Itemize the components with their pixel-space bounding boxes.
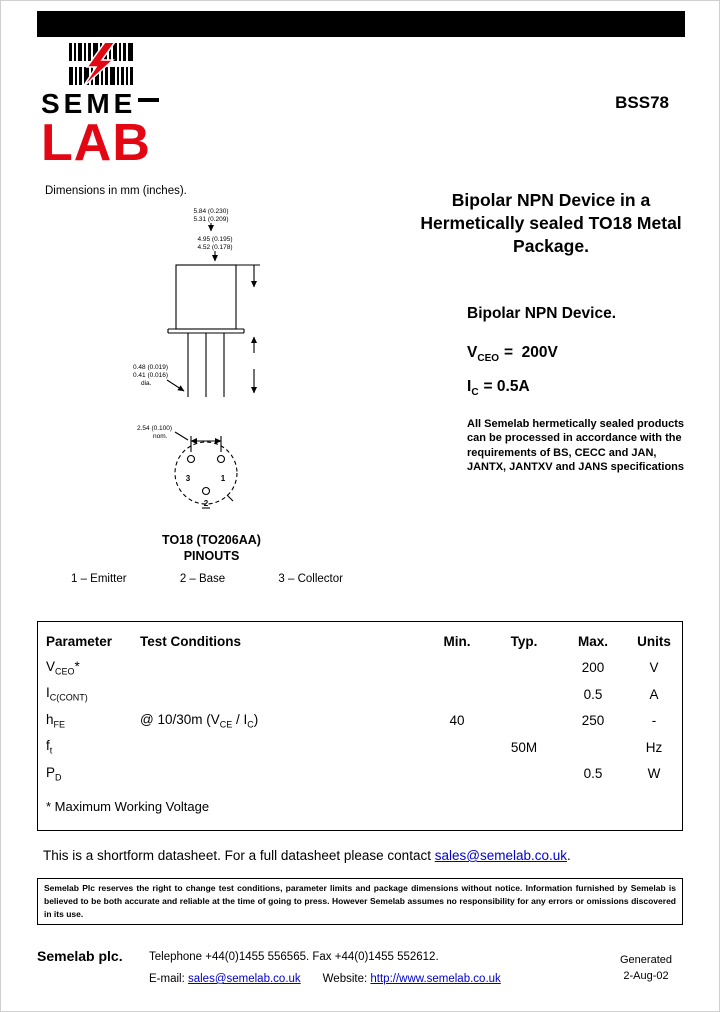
- max-cell: 0.5: [583, 766, 603, 782]
- param-cell: $h_{FE}$: [46, 711, 66, 730]
- package-name: TO18 (TO206AA): [162, 533, 261, 547]
- pin-legend: [71, 573, 343, 585]
- lead-diameter-dimension: [133, 364, 184, 391]
- generated-info: [603, 953, 689, 985]
- param-cell: $V_{CEO}*$: [46, 658, 80, 677]
- units-cell: W: [647, 766, 661, 782]
- email-label: E-mail:: [149, 973, 188, 985]
- pin2-number: 2: [203, 499, 209, 508]
- footer-phone-fax: Telephone +44(0)1455 556565. Fax +44(0)1455 552612.: [149, 951, 439, 963]
- dim-lead-dia-label: dia.: [141, 380, 152, 387]
- dim-body-max-label: 4.95 (0.195): [197, 236, 233, 243]
- device-specs: [467, 305, 695, 474]
- dim-body-min-label: 4.52 (0.178): [197, 244, 233, 251]
- cond-cell: @ 10/30m $(V_{CE} / I_C)$: [140, 711, 259, 730]
- generated-date: 2-Aug-02: [623, 969, 669, 982]
- website-label: Website:: [322, 973, 371, 985]
- pin1-number: 1: [220, 474, 226, 483]
- top-dimension-labels: [193, 208, 232, 251]
- units-cell: -: [651, 713, 657, 729]
- dim-pitch-label: 2.54 (0.100): [137, 425, 173, 432]
- logo-lab-text: LAB: [41, 114, 151, 172]
- max-cell: 250: [581, 713, 605, 729]
- pin2-legend: 2 – Base: [179, 573, 226, 585]
- logo-barcode-icon: [69, 43, 133, 85]
- qualification-note: All Semelab hermetically sealed products can be processed in accordance with the requirements of BS, CECC and JAN, JANTX, JANTXV and JANS specifications: [467, 418, 685, 474]
- footer-company: Semelab plc.: [37, 948, 123, 964]
- logo-rule: [138, 98, 159, 102]
- dim-pitch-nom-label: nom.: [153, 433, 168, 440]
- pin1-legend: 1 – Emitter: [71, 573, 127, 585]
- dim-cap-min-label: 5.31 (0.209): [193, 216, 229, 223]
- disclaimer-box: Semelab Plc reserves the right to change test conditions, parameter limits and package dimensions without notice. Information furnished by Semelab is believed to be both accurate and reliable at the time of going to press. However Semelab assumes no responsibility for any errors or omissions discovered in its use.: [37, 878, 683, 925]
- param-cell: $f_t$: [46, 738, 53, 757]
- ic-subscript: C: [471, 387, 479, 399]
- table-row-vceo: [38, 655, 682, 682]
- package-outline-drawing: [123, 201, 298, 526]
- drawing-caption: [119, 532, 304, 565]
- shortform-text-end: .: [566, 848, 571, 863]
- units-cell: A: [649, 686, 659, 702]
- device-subtitle: Bipolar NPN Device.: [467, 305, 617, 322]
- footer-email-link[interactable]: sales@semelab.co.uk: [187, 973, 301, 985]
- max-cell: 0.5: [583, 686, 603, 702]
- dimensions-note: Dimensions in mm (inches).: [45, 185, 187, 197]
- dim-lead-min-label: 0.41 (0.016): [133, 372, 169, 379]
- part-number: BSS78: [615, 93, 669, 112]
- shortform-text: This is a shortform datasheet. For a full datasheet please contact: [43, 848, 435, 863]
- vceo-spec: [467, 344, 695, 364]
- pitch-dimension: [137, 425, 221, 452]
- table-row-pd: [38, 761, 682, 788]
- ic-value: = 0.5A: [483, 378, 530, 396]
- shortform-note: [43, 848, 571, 863]
- max-cell: 200: [581, 660, 605, 676]
- contact-email-link[interactable]: sales@semelab.co.uk: [434, 848, 567, 863]
- ic-symbol: I: [467, 378, 472, 396]
- units-cell: V: [649, 660, 659, 676]
- param-cell: $P_D$: [46, 764, 62, 783]
- units-cell: Hz: [645, 739, 663, 755]
- ic-spec: [467, 378, 695, 398]
- pinouts-label: PINOUTS: [183, 549, 240, 564]
- bottom-view: [175, 442, 237, 508]
- dim-lead-max-label: 0.48 (0.019): [133, 364, 169, 371]
- can-side-view: [168, 265, 244, 397]
- min-cell: 40: [449, 713, 465, 729]
- header-max: Max.: [577, 633, 608, 649]
- table-header-row: [38, 628, 682, 655]
- vceo-symbol: V: [467, 344, 478, 361]
- header-min: Min.: [443, 633, 471, 649]
- logo-seme-text: SEME: [41, 88, 137, 119]
- header-typ: Typ.: [510, 633, 538, 649]
- vceo-subscript: CEO: [477, 353, 500, 365]
- table-row-ft: [38, 734, 682, 761]
- typ-cell: 50M: [510, 739, 538, 755]
- header-parameter: Parameter: [46, 633, 113, 649]
- device-title: Bipolar NPN Device in a Hermetically sealed TO18 Metal Package.: [420, 190, 682, 256]
- header-conditions: Test Conditions: [140, 633, 241, 649]
- footer-links: [149, 973, 501, 985]
- table-footnote: * Maximum Working Voltage: [46, 799, 210, 814]
- dim-cap-max-label: 5.84 (0.230): [193, 208, 229, 215]
- table-row-ic: [38, 681, 682, 708]
- generated-label: Generated: [620, 954, 672, 966]
- pin3-legend: 3 – Collector: [278, 573, 343, 585]
- vceo-value: = 200V: [504, 344, 558, 361]
- top-divider-bar: [37, 11, 685, 37]
- param-cell: $I_{C(CONT)}$: [46, 685, 88, 704]
- footer-website-link[interactable]: http://www.semelab.co.uk: [370, 973, 501, 985]
- table-row-hfe: [38, 708, 682, 735]
- parameter-table: [37, 621, 683, 831]
- semelab-logo: [41, 43, 166, 172]
- pin3-number: 3: [185, 474, 191, 483]
- header-units: Units: [637, 633, 671, 649]
